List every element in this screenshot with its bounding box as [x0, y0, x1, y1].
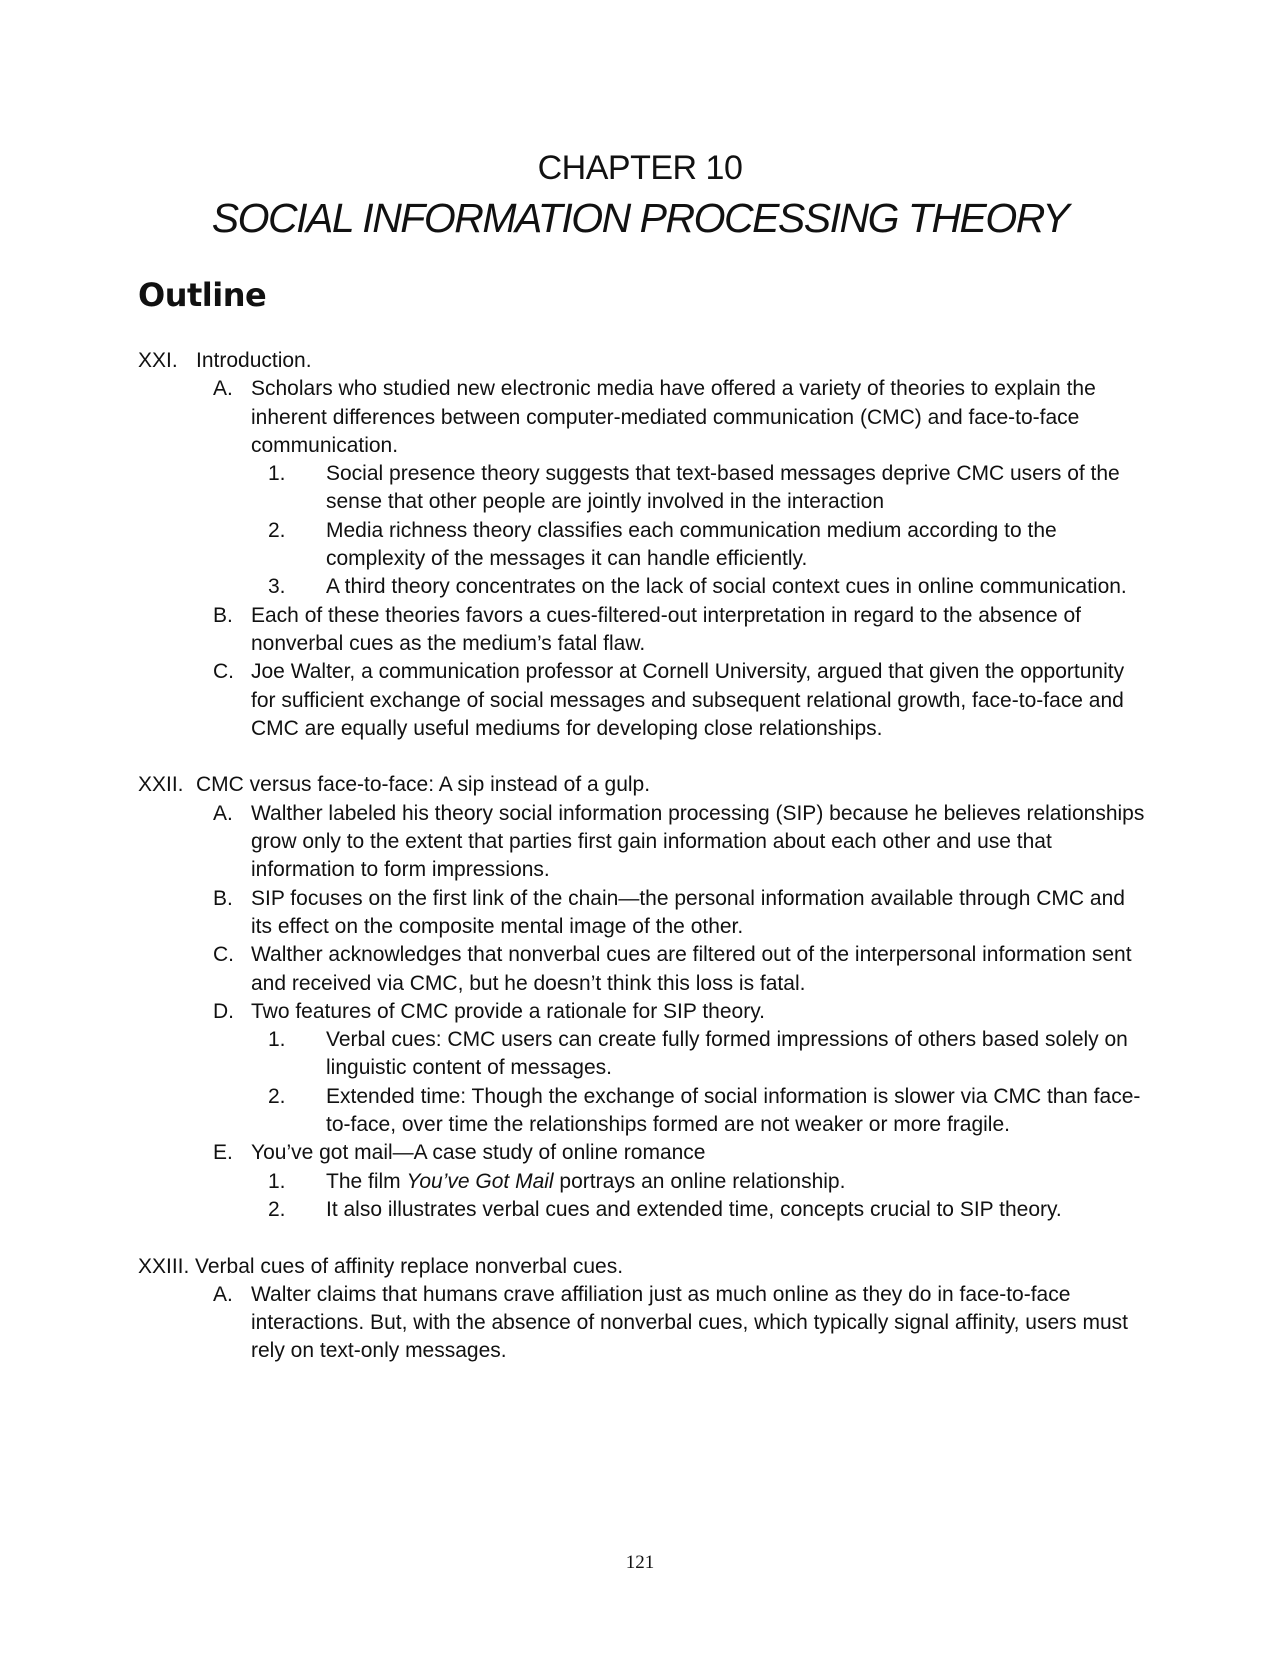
outline [0, 347, 1280, 1366]
outline-number: C. [213, 943, 234, 967]
outline-item-xxii-e [213, 1139, 1148, 1167]
outline-item-xxii-e-2 [268, 1196, 1148, 1224]
outline-text: Walther labeled his theory social information processing (SIP) because he believes relationships grow only to the extent that parties first gain information about each other and use that information to form impressions. [251, 801, 1145, 882]
outline-text: Scholars who studied new electronic media have offered a variety of theories to explain the inherent differences between computer-mediated communication (CMC) and face-to-face communication. [251, 377, 1096, 457]
outline-number: B. [213, 603, 233, 627]
outline-item-xxi-a [213, 375, 1148, 460]
outline-number: D. [213, 999, 234, 1023]
outline-number: XXI. [138, 349, 178, 372]
outline-number: XXIII. [138, 1254, 190, 1278]
outline-number: B. [213, 886, 233, 910]
outline-item-xxi-a-1 [268, 460, 1148, 517]
outline-number: A. [213, 801, 233, 825]
outline-number: 1. [268, 462, 286, 486]
outline-item-xxiii-a [213, 1281, 1148, 1366]
outline-item-xxi-a-2 [268, 517, 1148, 574]
outline-item-xxii-d-2 [268, 1083, 1148, 1140]
chapter-title: SOCIAL INFORMATION PROCESSING THEORY [211, 195, 1069, 241]
outline-text: SIP focuses on the first link of the chain—the personal information available through CMC and its effect on the composite mental image of the other. [251, 886, 1125, 938]
outline-item-xxii-d-1 [268, 1026, 1148, 1083]
outline-text: Two features of CMC provide a rationale for SIP theory. [251, 999, 765, 1023]
outline-text: Introduction. [196, 349, 312, 372]
outline-item-xxi-c [213, 658, 1148, 743]
outline-text: A third theory concentrates on the lack of social context cues in online communication. [326, 575, 1127, 599]
outline-item-xxi-a-3 [268, 573, 1148, 601]
outline-text: Walther acknowledges that nonverbal cues are filtered out of the interpersonal information sent and received via CMC, but he doesn’t think this loss is fatal. [251, 943, 1132, 995]
section-heading: Outline [138, 276, 267, 314]
outline-item-xxii [138, 771, 1148, 799]
outline-number: 1. [268, 1028, 286, 1052]
outline-text: It also illustrates verbal cues and extended time, concepts crucial to SIP theory. [326, 1197, 1062, 1221]
outline-text: Media richness theory classifies each communication medium according to the complexity of the messages it can handle efficiently. [326, 518, 1057, 571]
text-run: The film [326, 1169, 407, 1193]
outline-item-xxii-a [213, 800, 1148, 885]
outline-number: 3. [268, 575, 286, 599]
outline-item-xxiii [138, 1253, 1148, 1281]
outline-item-xxi-b [213, 602, 1148, 659]
outline-number: A. [213, 1282, 233, 1306]
outline-number: XXII. [138, 773, 184, 797]
outline-text: You’ve got mail—A case study of online romance [251, 1141, 706, 1165]
outline-item-xxii-b [213, 885, 1148, 942]
chapter-label: CHAPTER 10 [537, 149, 743, 187]
outline-text: Joe Walter, a communication professor at Cornell University, argued that given the opportunity for sufficient exchange of social messages and subsequent relational growth, face-to-face and CMC are equally useful mediums for developing close relationships. [251, 660, 1125, 740]
outline-text: Walter claims that humans crave affiliation just as much online as they do in face-to-face interactions. But, with the absence of nonverbal cues, which typically signal affinity, users must rely on text-only messages. [251, 1282, 1128, 1363]
outline-item-xxii-d [213, 998, 1148, 1026]
outline-number: 2. [268, 1084, 286, 1108]
outline-number: 2. [268, 1197, 286, 1221]
outline-text: Verbal cues of affinity replace nonverbal cues. [195, 1254, 624, 1278]
outline-item-xxi [138, 347, 1148, 375]
outline-number: A. [213, 377, 233, 401]
text-run: portrays an online relationship. [553, 1169, 846, 1193]
outline-text: Each of these theories favors a cues-filtered-out interpretation in regard to the absence of nonverbal cues as the medium’s fatal flaw. [251, 603, 1081, 655]
outline-number: 2. [268, 518, 286, 542]
outline-text: Extended time: Though the exchange of social information is slower via CMC than face-to-face, over time the relationships formed are not weaker or more fragile. [326, 1084, 1141, 1137]
outline-text [326, 1168, 1148, 1196]
outline-number: C. [213, 660, 234, 684]
outline-text: Social presence theory suggests that text-based messages deprive CMC users of the sense that other people are jointly involved in the interaction [326, 462, 1120, 514]
outline-item-xxii-c [213, 941, 1148, 998]
outline-text: CMC versus face-to-face: A sip instead of a gulp. [196, 773, 651, 797]
outline-number: 1. [268, 1169, 286, 1193]
outline-item-xxii-e-1 [268, 1168, 1148, 1196]
outline-text: Verbal cues: CMC users can create fully formed impressions of others based solely on linguistic content of messages. [326, 1028, 1128, 1080]
outline-number: E. [213, 1141, 233, 1165]
page-number: 121 [625, 1552, 655, 1573]
film-title: You’ve Got Mail [406, 1169, 554, 1193]
